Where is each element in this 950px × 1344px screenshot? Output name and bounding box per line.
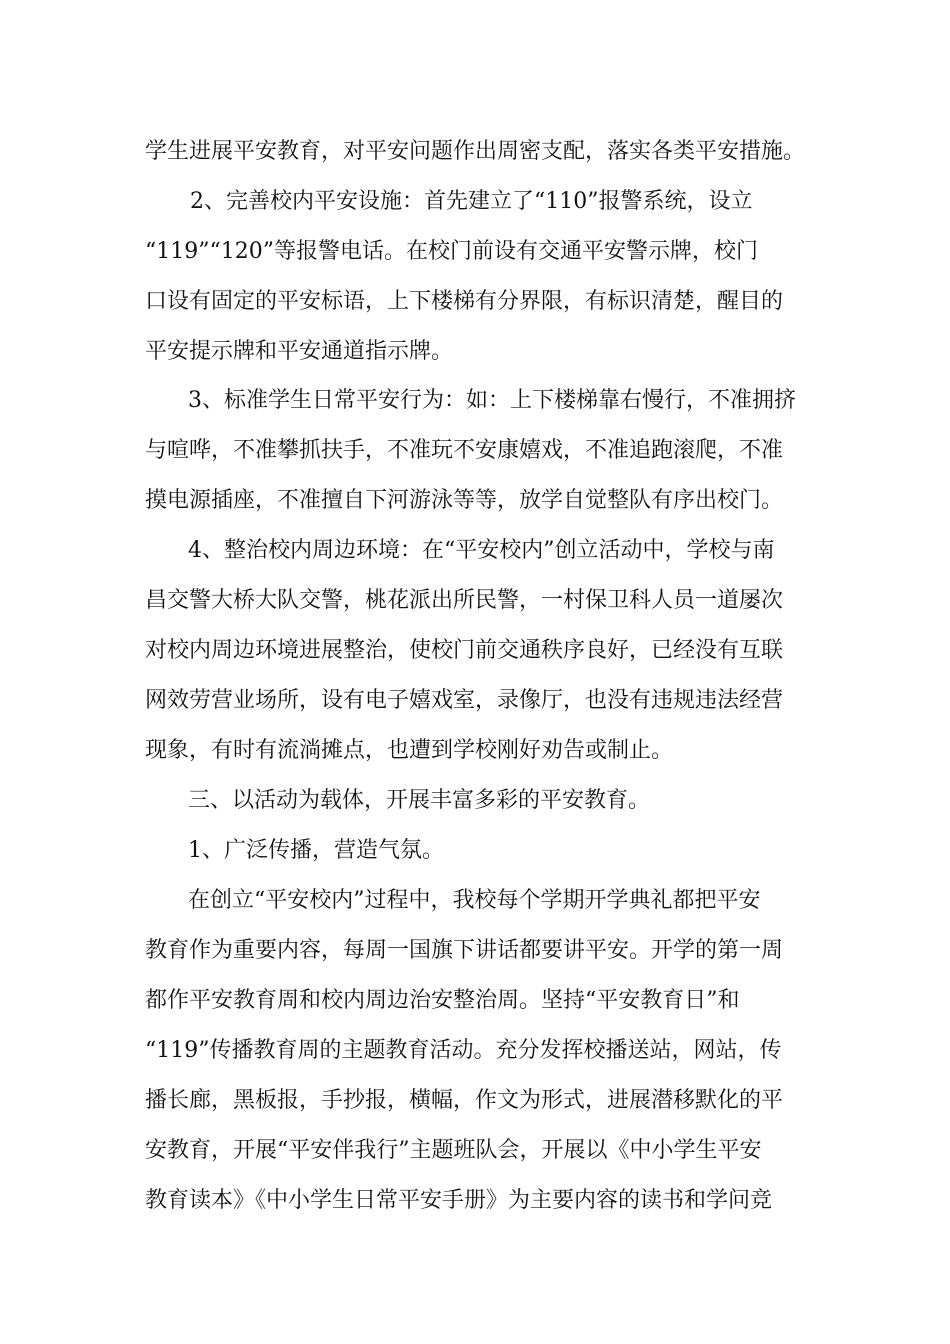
text-line: 三、以活动为载体，开展丰富多彩的平安教育。 — [188, 788, 651, 813]
text-line: 安教育，开展“平安伴我行”主题班队会，开展以《中小学生平安 — [145, 1138, 762, 1163]
text-line: 与喧哗，不准攀抓扶手，不准玩不安康嬉戏，不准追跑滚爬，不准 — [145, 438, 784, 463]
text-line: 摸电源插座，不准擅自下河游泳等等，放学自觉整队有序出校门。 — [145, 488, 784, 513]
text-line: 现象，有时有流淌摊点，也遭到学校刚好劝告或制止。 — [145, 738, 674, 763]
text-line: 教育读本》《中小学生日常平安手册》为主要内容的读书和学问竞 — [145, 1188, 773, 1213]
text-line: 播长廊，黑板报，手抄报，横幅，作文为形式，进展潜移默化的平 — [145, 1088, 784, 1113]
text-line: 在创立“平安校内”过程中，我校每个学期开学典礼都把平安 — [188, 888, 761, 913]
text-line: 昌交警大桥大队交警，桃花派出所民警，一村保卫科人员一道屡次 — [145, 588, 784, 613]
text-line: “119”传播教育周的主题教育活动。充分发挥校播送站，网站，传 — [145, 1038, 782, 1063]
text-line: 1、广泛传播，营造气氛。 — [188, 838, 444, 863]
text-line: 4、整治校内周边环境：在“平安校内”创立活动中，学校与南 — [188, 538, 775, 563]
text-line: 对校内周边环境进展整治，使校门前交通秩序良好，已经没有互联 — [145, 638, 784, 663]
text-line: “119”“120”等报警电话。在校门前设有交通平安警示牌，校门 — [145, 239, 758, 264]
text-line: 学生进展平安教育，对平安问题作出周密支配，落实各类平安措施。 — [145, 139, 806, 164]
text-line: 平安提示牌和平安通道指示牌。 — [145, 339, 454, 364]
text-line: 教育作为重要内容，每周一国旗下讲话都要讲平安。开学的第一周 — [145, 938, 784, 963]
text-line: 口设有固定的平安标语，上下楼梯有分界限，有标识清楚，醒目的 — [145, 289, 784, 314]
text-line: 网效劳营业场所，设有电子嬉戏室，录像厅，也没有违规违法经营 — [145, 688, 784, 713]
text-line: 2、完善校内平安设施：首先建立了“110”报警系统，设立 — [190, 189, 753, 214]
text-line: 3、标准学生日常平安行为：如：上下楼梯靠右慢行，不准拥挤 — [188, 388, 796, 413]
text-line: 都作平安教育周和校内周边治安整治周。坚持“平安教育日”和 — [145, 988, 740, 1013]
